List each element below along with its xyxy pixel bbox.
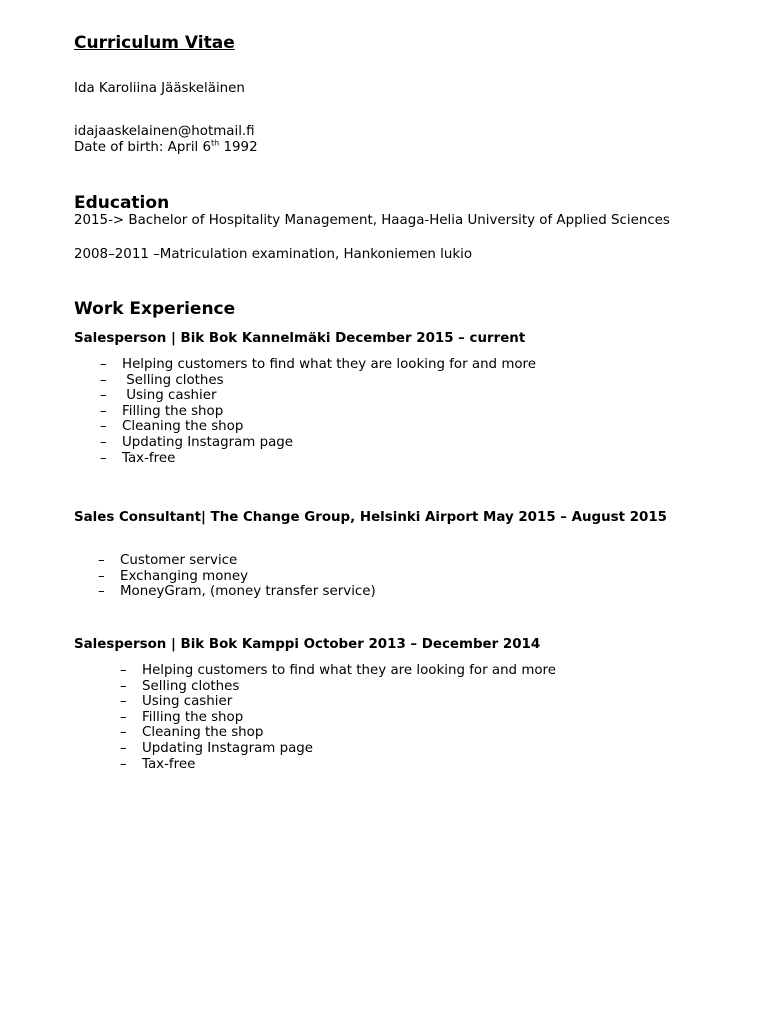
job-task-list: [100, 357, 536, 466]
dash-bullet: –: [120, 709, 127, 725]
task-text: Cleaning the shop: [122, 419, 244, 435]
dash-bullet: –: [98, 568, 105, 584]
job-title: Sales Consultant| The Change Group, Helsinki Airport May 2015 – August 2015: [74, 510, 667, 525]
dash-bullet: –: [98, 584, 105, 600]
dash-bullet: –: [100, 357, 107, 372]
dash-bullet: –: [100, 419, 107, 435]
dash-bullet: –: [120, 663, 127, 678]
job-task: [98, 584, 376, 600]
date-of-birth: [74, 140, 258, 156]
job-task: [120, 710, 556, 726]
dash-bullet: –: [120, 694, 127, 710]
job-task: [100, 388, 536, 404]
education-heading: Education: [74, 193, 170, 213]
document-title: Curriculum Vitae: [74, 33, 235, 53]
job-task: [100, 404, 536, 420]
dob-prefix: Date of birth: April 6: [74, 140, 212, 155]
task-text: Using cashier: [142, 694, 233, 710]
job-task: [120, 757, 556, 773]
job-task: [100, 357, 536, 373]
task-text: Exchanging money: [120, 568, 249, 584]
job-task: [100, 373, 536, 389]
task-text: Tax-free: [122, 450, 176, 466]
task-text: Selling clothes: [122, 372, 224, 388]
dash-bullet: –: [100, 403, 107, 419]
job-title: Salesperson | Bik Bok Kamppi October 2013 – December 2014: [74, 637, 541, 652]
job-task: [120, 694, 556, 710]
dash-bullet: –: [120, 725, 127, 741]
job-task: [100, 419, 536, 435]
job-task: [100, 451, 536, 467]
dash-bullet: –: [100, 450, 107, 466]
task-text: Updating Instagram page: [122, 434, 294, 450]
task-text: Filling the shop: [142, 709, 244, 725]
task-text: Updating Instagram page: [142, 740, 314, 756]
job-task: [98, 553, 376, 569]
job-task: [120, 741, 556, 757]
email-address: idajaaskelainen@hotmail.fi: [74, 124, 255, 139]
dash-bullet: –: [100, 434, 107, 450]
task-text: Customer service: [120, 553, 238, 568]
task-text: Selling clothes: [142, 678, 240, 694]
job-task: [120, 663, 556, 679]
dash-bullet: –: [100, 372, 107, 388]
job-task: [120, 725, 556, 741]
dash-bullet: –: [120, 756, 127, 772]
dash-bullet: –: [120, 740, 127, 756]
full-name: Ida Karoliina Jääskeläinen: [74, 81, 245, 96]
job-task-list: [120, 663, 556, 772]
dash-bullet: –: [100, 388, 107, 404]
dash-bullet: –: [98, 553, 105, 568]
work-experience-heading: Work Experience: [74, 299, 236, 319]
job-task-list: [98, 553, 376, 600]
job-task: [100, 435, 536, 451]
task-text: Using cashier: [122, 388, 217, 404]
dash-bullet: –: [120, 678, 127, 694]
dob-year: 1992: [219, 140, 258, 155]
task-text: Helping customers to find what they are looking for and more: [122, 357, 537, 372]
job-task: [98, 569, 376, 585]
job-task: [120, 679, 556, 695]
education-entry: 2015-> Bachelor of Hospitality Management, Haaga-Helia University of Applied Sciences: [74, 213, 670, 228]
job-title: Salesperson | Bik Bok Kannelmäki December 2015 – current: [74, 331, 526, 346]
task-text: Filling the shop: [122, 403, 224, 419]
task-text: MoneyGram, (money transfer service): [120, 584, 376, 600]
dob-ordinal: th: [211, 138, 220, 148]
task-text: Cleaning the shop: [142, 725, 264, 741]
task-text: Helping customers to find what they are looking for and more: [142, 663, 557, 678]
education-entry: 2008–2011 –Matriculation examination, Hankoniemen lukio: [74, 247, 473, 262]
task-text: Tax-free: [142, 756, 196, 772]
